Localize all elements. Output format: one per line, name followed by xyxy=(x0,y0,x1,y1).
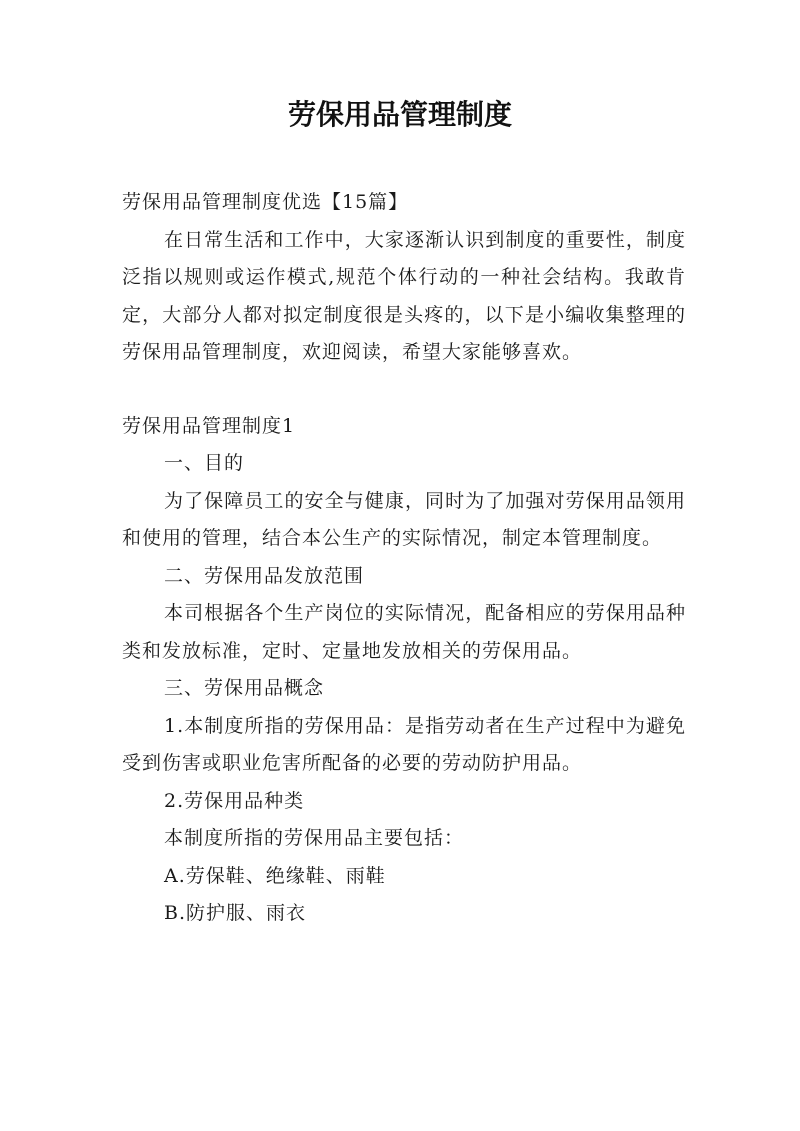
purpose-text: 为了保障员工的安全与健康，同时为了加强对劳保用品领用和使用的管理，结合本公生产的实际情况，制定本管理制度。 xyxy=(122,489,686,549)
intro-paragraph: 在日常生活和工作中，大家逐渐认识到制度的重要性，制度泛指以规则或运作模式,规范个体行动的一种社会结构。我敢肯定，大部分人都对拟定制度很是头疼的，以下是小编收集整理的劳保用品管理制度，欢迎阅读，希望大家能够喜欢。 xyxy=(122,228,686,363)
intro-heading: 劳保用品管理制度优选【15篇】 xyxy=(122,191,409,213)
types-list xyxy=(122,858,686,933)
list-item: A.劳保鞋、绝缘鞋、雨鞋 xyxy=(164,864,386,887)
scope-text: 本司根据各个生产岗位的实际情况，配备相应的劳保用品种类和发放标准，定时、定量地发放相关的劳保用品。 xyxy=(122,602,686,662)
document-body xyxy=(122,184,686,933)
concept-item-1: 1.本制度所指的劳保用品：是指劳动者在生产过程中为避免受到伤害或职业危害所配备的必要的劳动防护用品。 xyxy=(122,714,686,774)
purpose-heading: 一、目的 xyxy=(164,452,245,474)
list-item: B.防护服、雨衣 xyxy=(164,902,307,924)
document-title: 劳保用品管理制度 xyxy=(287,98,512,131)
scope-heading: 二、劳保用品发放范围 xyxy=(164,564,365,587)
concept-item-2: 2.劳保用品种类 xyxy=(164,789,305,812)
section-heading: 劳保用品管理制度1 xyxy=(122,414,296,437)
section-spacer xyxy=(122,372,686,408)
concept-heading: 三、劳保用品概念 xyxy=(164,677,325,699)
types-intro: 本制度所指的劳保用品主要包括： xyxy=(164,827,465,849)
